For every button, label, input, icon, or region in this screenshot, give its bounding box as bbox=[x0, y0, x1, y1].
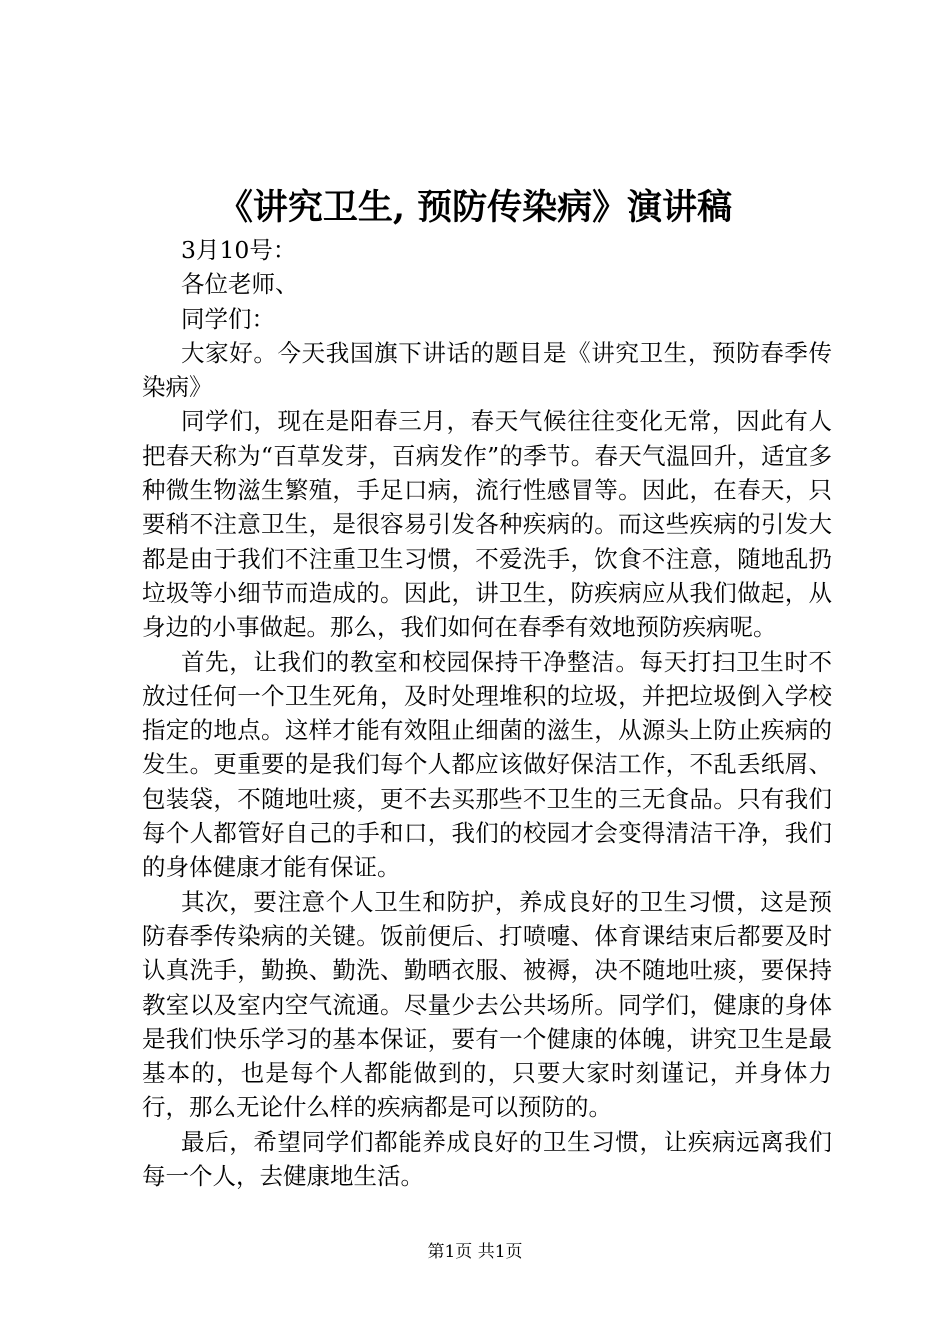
salutation-teachers: 各位老师、 bbox=[181, 270, 299, 299]
date-line: 3月10号： bbox=[181, 236, 297, 264]
page-footer: 第1页 共1页 bbox=[427, 1242, 523, 1262]
paragraph-greeting: 大家好。今天我国旗下讲话的题目是《讲究卫生，预防春季传染病》 bbox=[142, 338, 832, 402]
document-body bbox=[142, 233, 832, 1193]
paragraph-second-point: 其次，要注意个人卫生和防护，养成良好的卫生习惯，这是预防春季传染病的关键。饭前便后、打喷嚏、体育课结束后都要及时认真洗手，勤换、勤洗、勤晒衣服、被褥，决不随地吐痰，要保持教室以及室内空气流通。尽量少去公共场所。同学们，健康的身体是我们快乐学习的基本保证，要有一个健康的体魄，讲究卫生是最基本的，也是每个人都能做到的，只要大家时刻谨记，并身体力行，那么无论什么样的疾病都是可以预防的。 bbox=[142, 887, 832, 1122]
paragraph-introduction: 同学们，现在是阳春三月，春天气候往往变化无常，因此有人把春天称为“百草发芽，百病发作”的季节。春天气温回升，适宜多种微生物滋生繁殖，手足口病，流行性感冒等。因此，在春天，只要稍不注意卫生，是很容易引发各种疾病的。而这些疾病的引发大都是由于我们不注重卫生习惯，不爱洗手，饮食不注意，随地乱扔垃圾等小细节而造成的。因此，讲卫生，防疾病应从我们做起，从身边的小事做起。那么，我们如何在春季有效地预防疾病呢。 bbox=[142, 407, 832, 642]
document-title: 《讲究卫生, 预防传染病》演讲稿 bbox=[217, 187, 733, 228]
salutation-students: 同学们： bbox=[181, 304, 275, 333]
paragraph-first-point: 首先，让我们的教室和校园保持干净整洁。每天打扫卫生时不放过任何一个卫生死角，及时处理堆积的垃圾，并把垃圾倒入学校指定的地点。这样才能有效阻止细菌的滋生，从源头上防止疾病的发生。更重要的是我们每个人都应该做好保洁工作，不乱丢纸屑、包装袋，不随地吐痰，更不去买那些不卫生的三无食品。只有我们每个人都管好自己的手和口，我们的校园才会变得清洁干净，我们的身体健康才能有保证。 bbox=[142, 647, 832, 882]
paragraph-conclusion: 最后，希望同学们都能养成良好的卫生习惯，让疾病远离我们每一个人，去健康地生活。 bbox=[142, 1127, 832, 1191]
